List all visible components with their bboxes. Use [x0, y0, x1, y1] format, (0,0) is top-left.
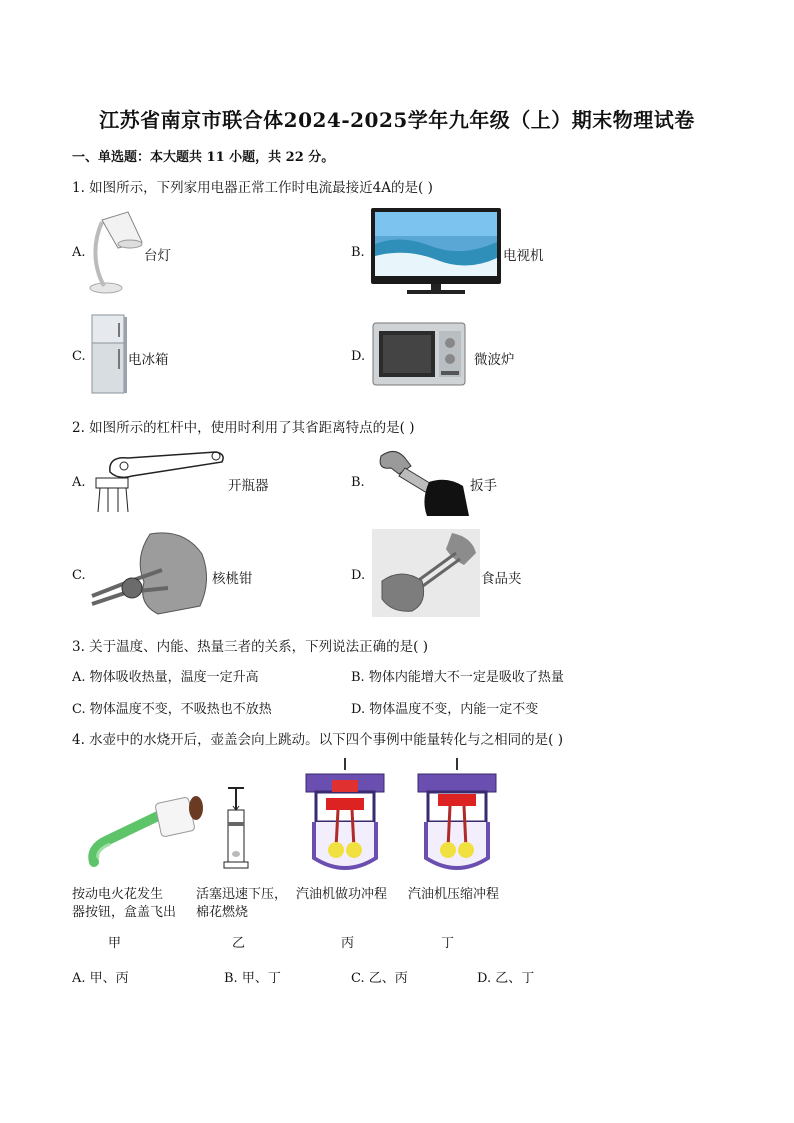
q2-option-a-letter: A. — [72, 475, 86, 490]
q3-option-b: B. 物体内能增大不一定是吸收了热量 — [351, 670, 564, 685]
q1-option-b-label: 电视机 — [503, 248, 544, 264]
question-4-stem: 4. 水壶中的水烧开后，壶盖会向上跳动。以下四个事例中能量转化与之相同的是( ) — [72, 732, 563, 748]
microwave-icon — [371, 321, 467, 389]
engine-compression-stroke-icon — [414, 758, 500, 876]
figure-b-caption-line-1: 活塞迅速下压， — [196, 887, 288, 902]
q1-option-c-label: 电冰箱 — [128, 352, 169, 368]
q1-option-c-letter: C. — [72, 349, 86, 364]
figure-a-caption-line-1: 按动电火花发生 — [72, 887, 164, 902]
section-heading: 一、单选题：本大题共 11 小题，共 22 分。 — [72, 150, 335, 165]
q2-option-d-letter: D. — [351, 568, 366, 583]
desk-lamp-icon — [88, 208, 144, 296]
q4-option-d: D. 乙、丁 — [477, 971, 535, 986]
question-2-stem: 2. 如图所示的杠杆中，使用时利用了其省距离特点的是( ) — [72, 420, 415, 436]
q4-option-c: C. 乙、丙 — [351, 971, 408, 986]
refrigerator-icon — [90, 313, 128, 397]
food-tongs-icon — [372, 529, 480, 617]
figure-b-caption-line-2: 棉花燃烧 — [196, 905, 249, 920]
question-3-stem: 3. 关于温度、内能、热量三者的关系，下列说法正确的是( ) — [72, 639, 428, 655]
q4-option-b: B. 甲、丁 — [224, 971, 281, 986]
q3-option-c: C. 物体温度不变，不吸热也不放热 — [72, 702, 272, 717]
q4-option-a: A. 甲、丙 — [72, 971, 129, 986]
air-piston-icon — [216, 786, 256, 872]
spark-generator-icon — [88, 790, 204, 870]
bottle-opener-icon — [88, 446, 228, 516]
q2-option-b-label: 扳手 — [470, 478, 497, 494]
q3-option-d: D. 物体温度不变，内能一定不变 — [351, 702, 539, 717]
q1-option-a-label: 台灯 — [144, 248, 171, 264]
q1-option-d-letter: D. — [351, 349, 366, 364]
q2-option-d-label: 食品夹 — [481, 571, 522, 587]
q2-option-c-letter: C. — [72, 568, 86, 583]
q1-option-d-label: 微波炉 — [474, 352, 515, 368]
question-1-stem: 1. 如图所示，下列家用电器正常工作时电流最接近4A的是( ) — [72, 180, 433, 196]
figure-d-tag: 丁 — [441, 936, 455, 951]
figure-b-tag: 乙 — [232, 936, 246, 951]
figure-d-caption: 汽油机压缩冲程 — [408, 887, 500, 902]
q2-option-b-letter: B. — [351, 475, 365, 490]
nutcracker-icon — [88, 530, 212, 616]
figure-c-caption: 汽油机做功冲程 — [296, 887, 388, 902]
television-icon — [371, 208, 501, 296]
q1-option-a-letter: A. — [72, 245, 86, 260]
q2-option-a-label: 开瓶器 — [228, 478, 269, 494]
figure-a-tag: 甲 — [108, 936, 122, 951]
figure-c-tag: 丙 — [341, 936, 355, 951]
wrench-icon — [371, 446, 471, 518]
exam-title: 江苏省南京市联合体2024-2025学年九年级（上）期末物理试卷 — [99, 108, 695, 132]
engine-power-stroke-icon — [302, 758, 388, 876]
q1-option-b-letter: B. — [351, 245, 365, 260]
figure-a-caption-line-2: 器按钮，盒盖飞出 — [72, 905, 177, 920]
q3-option-a: A. 物体吸收热量，温度一定升高 — [72, 670, 259, 685]
q2-option-c-label: 核桃钳 — [212, 571, 253, 587]
